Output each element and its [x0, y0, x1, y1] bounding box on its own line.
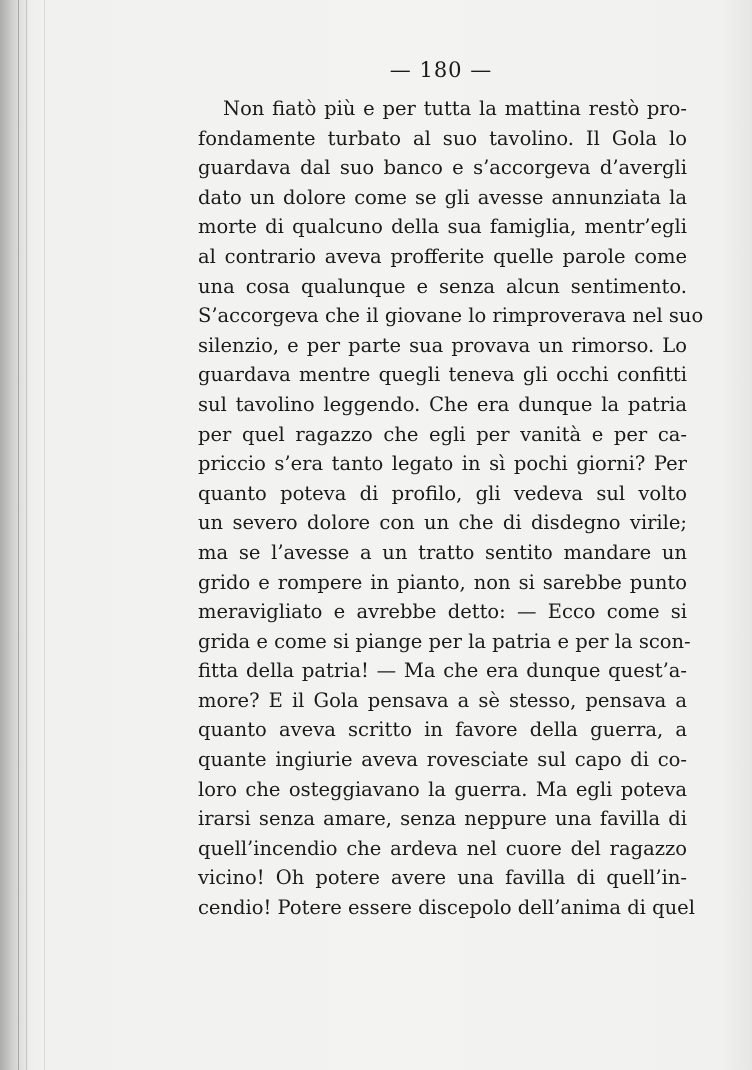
text-line: quanto aveva scritto in favore della guerra, a — [198, 718, 687, 742]
text-line: sul tavolino leggendo. Che era dunque la patria — [198, 392, 687, 416]
text-line: S’accorgeva che il giovane lo rimproverava nel suo — [198, 304, 704, 328]
text-line: un severo dolore con un che di disdegno virile; — [198, 511, 687, 535]
text-line: una cosa qualunque e senza alcun sentimento. — [198, 274, 687, 298]
text-line: ma se l’avesse a un tratto sentito mandare un — [198, 540, 687, 564]
text-line: dato un dolore come se gli avesse annunziata la — [198, 185, 687, 209]
binding-edge — [26, 0, 27, 1070]
text-line: quell’incendio che ardeva nel cuore del ragazzo — [198, 836, 687, 860]
text-line: grida e come si piange per la patria e per la scon- — [198, 629, 691, 653]
text-line: grido e rompere in pianto, non si sarebbe punto — [198, 570, 687, 594]
text-line: Non fiatò più e per tutta la mattina restò pro- — [223, 97, 687, 120]
text-line: al contrario aveva profferite quelle parole come — [198, 244, 687, 268]
text-line: more? E il Gola pensava a sè stesso, pensava a — [198, 688, 687, 712]
text-line: vicino! Oh potere avere una favilla di quell’in- — [198, 866, 687, 890]
page-number: — 180 — — [389, 58, 493, 82]
binding-edge — [44, 0, 45, 1070]
text-line: quanto poteva di profilo, gli vedeva sul volto — [198, 481, 687, 505]
text-line: meravigliato e avrebbe detto: — Ecco come si — [198, 600, 687, 624]
text-line: quante ingiurie aveva rovesciate sul capo di co- — [198, 748, 687, 772]
text-line: guardava mentre quegli teneva gli occhi confitti — [198, 363, 687, 387]
text-line: silenzio, e per parte sua provava un rimorso. Lo — [198, 333, 687, 357]
text-line: cendio! Potere essere discepolo dell’anima di quel — [198, 896, 695, 920]
text-line: guardava dal suo banco e s’accorgeva d’avergli — [198, 156, 687, 180]
text-line: loro che osteggiavano la guerra. Ma egli poteva — [198, 777, 687, 801]
text-line: per quel ragazzo che egli per vanità e per ca- — [198, 422, 687, 446]
text-line: morte di qualcuno della sua famiglia, mentr’egli — [198, 215, 687, 239]
body-text — [198, 94, 704, 923]
binding-edge — [18, 0, 19, 1070]
text-line: irarsi senza amare, senza neppure una favilla di — [198, 807, 687, 831]
text-line: fondamente turbato al suo tavolino. Il Gola lo — [198, 126, 687, 150]
text-line: priccio s’era tanto legato in sì pochi giorni? Per — [198, 452, 687, 476]
text-line: fitta della patria! — Ma che era dunque quest’a- — [198, 659, 687, 683]
